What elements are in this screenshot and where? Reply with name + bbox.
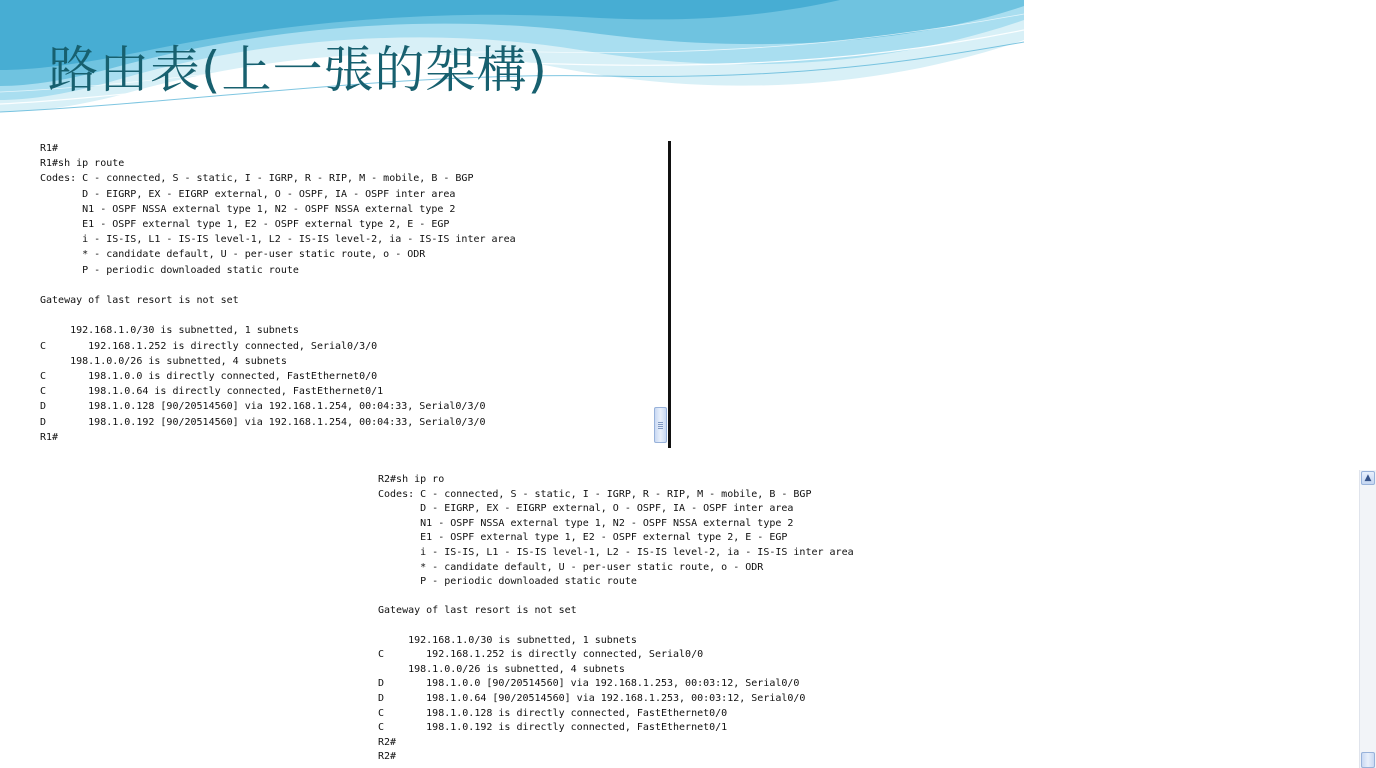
- r2-scrollbar-thumb[interactable]: [1361, 752, 1375, 768]
- router-r2-terminal: [376, 470, 1372, 768]
- r1-route-table-output: R1# R1#sh ip route Codes: C - connected, S - static, I - IGRP, R - RIP, M - mobile, B - BGP D - EIGRP, EX - EIGRP external, O - OSPF, IA - OSPF inter area N1 - OSPF NSSA external type 1, N2 - OSPF NSSA external type 2 E1 - OSPF external type 1, E2 - OSPF external type 2, E - EGP i - IS-IS, L1 - IS-IS level-1, L2 - IS-IS level-2, ia - IS-IS inter area * - candidate default, U - per-user static route, o - ODR P - periodic downloaded static route Gateway of last resort is not set 192.168.1.0/30 is subnetted, 1 subnets C 192.168.1.252 is directly connected, Serial0/3/0 198.1.0.0/26 is subnetted, 4 subnets C 198.1.0.0 is directly connected, FastEthernet0/0 C 198.1.0.64 is directly connected, FastEthernet0/1 D 198.1.0.128 [90/20514560] via 192.168.1.254, 00:04:33, Serial0/3/0 D 198.1.0.192 [90/20514560] via 192.168.1.254, 00:04:33, Serial0/3/0 R1#: [40, 143, 516, 443]
- r2-scrollbar[interactable]: [1359, 470, 1376, 768]
- r1-scrollbar-thumb[interactable]: [654, 407, 667, 443]
- r2-route-table-output: R2#sh ip ro Codes: C - connected, S - static, I - IGRP, R - RIP, M - mobile, B - BGP D - EIGRP, EX - EIGRP external, O - OSPF, IA - OSPF inter area N1 - OSPF NSSA external type 1, N2 - OSPF NSSA external type 2 E1 - OSPF external type 1, E2 - OSPF external type 2, E - EGP i - IS-IS, L1 - IS-IS level-1, L2 - IS-IS level-2, ia - IS-IS inter area * - candidate default, U - per-user static route, o - ODR P - periodic downloaded static route Gateway of last resort is not set 192.168.1.0/30 is subnetted, 1 subnets C 192.168.1.252 is directly connected, Serial0/0 198.1.0.0/26 is subnetted, 4 subnets D 198.1.0.0 [90/20514560] via 192.168.1.253, 00:03:12, Serial0/0 D 198.1.0.64 [90/20514560] via 192.168.1.253, 00:03:12, Serial0/0 C 198.1.0.128 is directly connected, FastEthernet0/0 C 198.1.0.192 is directly connected, FastEthernet0/1 R2# R2#: [378, 474, 854, 763]
- r1-window-border: [668, 141, 671, 448]
- r1-scrollbar[interactable]: [652, 141, 668, 448]
- router-r1-terminal: [38, 141, 633, 448]
- scroll-up-arrow-icon[interactable]: ▲: [1361, 471, 1375, 485]
- slide-title: 路由表(上一張的架構): [48, 41, 549, 99]
